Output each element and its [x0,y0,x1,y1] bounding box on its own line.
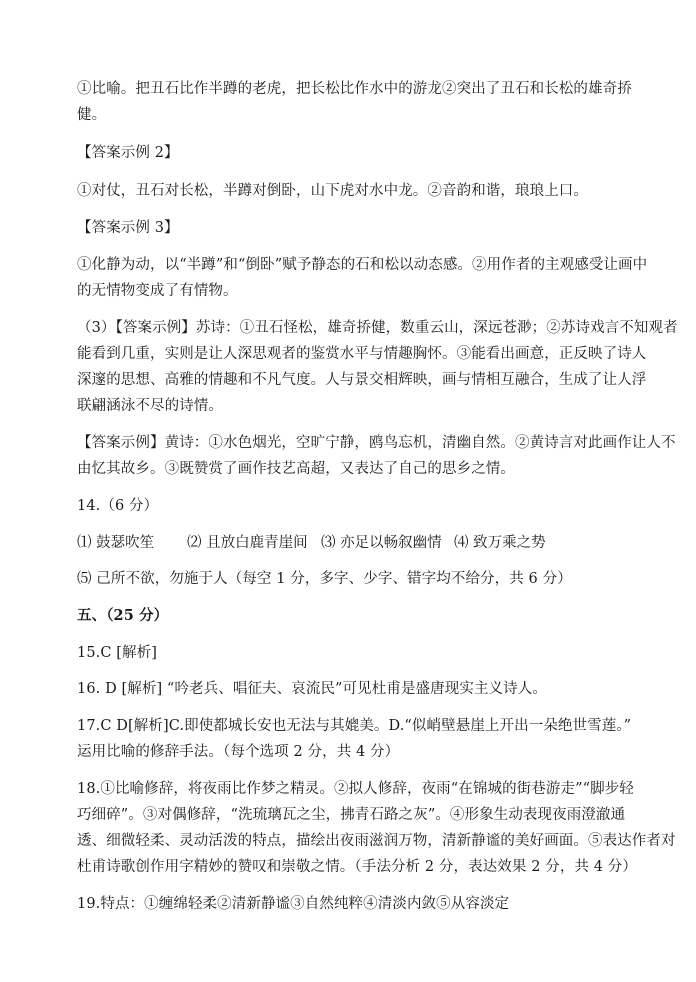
q14-item: ⑶ 亦足以畅叙幽情 [321,535,442,551]
q14-item: ⑷ 致万乘之势 [454,535,546,551]
text-line: 深邃的思想、高雅的情趣和不凡气度。人与景交相辉映，画与情相互融合，生成了让人浮 [77,372,647,388]
answer-example-heading: 【答案示例 2】 [77,145,179,161]
q18-answer-line: 杜甫诗歌创作用字精妙的赞叹和崇敬之情。（手法分析 2 分，表达效果 2 分，共 4 分） [77,859,637,875]
q14-item: ⑴ 鼓瑟吹笙 [77,535,155,551]
q18-answer-line: 18.①比喻修辞，将夜雨比作梦之精灵。②拟人修辞，夜雨“在锦城的街巷游走”“脚步轻 [77,781,634,797]
q17-answer-line: 运用比喻的修辞手法。（每个选项 2 分，共 4 分） [77,744,400,760]
q18-answer-line: 透、细微轻柔、灵动活泼的特点，描绘出夜雨滋润万物，清新静谧的美好画面。⑤表达作者对 [77,833,676,849]
text-line: 联翩涵泳不尽的诗情。 [77,398,223,414]
q14-item: ⑵ 且放白鹿青崖间 [187,535,308,551]
answer-example-heading: 【答案示例 3】 [77,220,179,236]
q15-answer: 15.C [解析] [77,645,157,661]
text-line: 健。 [77,107,107,123]
q19-answer: 19.特点：①缠绵轻柔②清新静谧③自然纯粹④清淡内敛⑤从容淡定 [77,896,510,912]
section-heading: 五、（25 分） [77,607,169,624]
q17-answer-line: 17.C D[解析]C.即使都城长安也无法与其媲美。D.“似峭壁悬崖上开出一朵绝世雪莲。” [77,718,632,734]
text-line: （3）【答案示例】苏诗：①丑石怪松，雄奇挢健，数重云山，深远苍渺；②苏诗戏言不知观者 [77,320,678,336]
q18-answer-line: 巧细碎”。③对偶修辞，“洗琉璃瓦之尘，拂青石路之灰”。④形象生动表现夜雨澄澈通 [77,807,626,823]
text-line: 由忆其故乡。③既赞赏了画作技艺高超，又表达了自己的思乡之情。 [77,461,515,477]
question-heading: 14.（6 分） [77,498,159,514]
text-line: 的无情物变成了有情物。 [77,283,238,299]
text-line: 【答案示例】黄诗：①水色烟光，空旷宁静，鸥鸟忘机，清幽自然。②黄诗言对此画作让人不 [77,435,676,451]
text-line: ①比喻。把丑石比作半蹲的老虎，把长松比作水中的游龙②突出了丑石和长松的雄奇挢 [77,81,632,97]
text-line: ①对仗，丑石对长松，半蹲对倒卧，山下虎对水中龙。②音韵和谐，琅琅上口。 [77,183,588,199]
q16-answer: 16. D [解析] “吟老兵、唱征夫、哀流民”可见杜甫是盛唐现实主义诗人。 [77,681,547,697]
q14-item: ⑸ 己所不欲，勿施于人（每空 1 分，多字、少字、错字均不给分，共 6 分） [77,571,572,587]
text-line: ①化静为动，以“半蹲”和“倒卧”赋予静态的石和松以动态感。②用作者的主观感受让画中 [77,257,648,273]
text-line: 能看到几重，实则是让人深思观者的鉴赏水平与情趣胸怀。③能看出画意，正反映了诗人 [77,346,647,362]
